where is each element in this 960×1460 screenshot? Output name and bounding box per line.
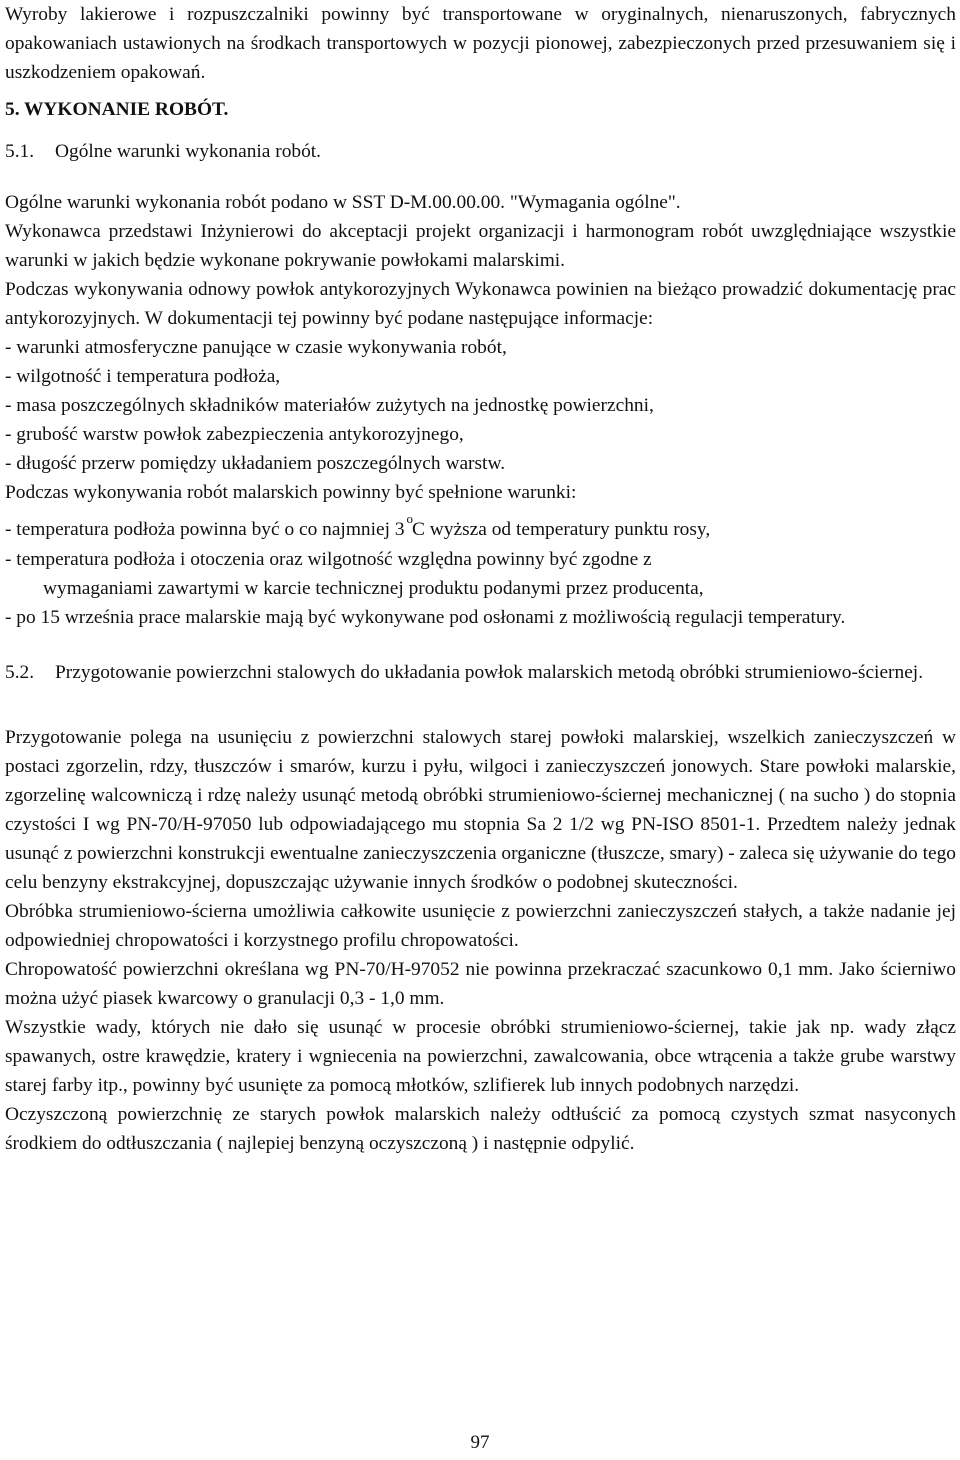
- contractor-paragraph: Wykonawca przedstawi Inżynierowi do akceptacji projekt organizacji i harmonogram robót uwzględniające wszystkie warunki w jakich będzie wykonane pokrywanie powłokami malarskimi.: [5, 221, 956, 271]
- painting-conditions-paragraph: Podczas wykonywania robót malarskich powinny być spełnione warunki:: [5, 482, 577, 503]
- condition-temperature-text: - temperatura podłoża powinna być o co najmniej 3: [5, 519, 405, 540]
- section-5-2-heading: [5, 658, 956, 687]
- list-item: - długość przerw pomiędzy układaniem poszczególnych warstw.: [5, 453, 506, 474]
- condition-humidity-line-2: wymaganiami zawartymi w karcie technicznej produktu podanymi przez producenta,: [43, 578, 704, 599]
- roughness-paragraph: Chropowatość powierzchni określana wg PN-70/H-97052 nie powinna przekraczać szacunkowo 0,1 mm. Jako ścierniwo można użyć piasek kwarcowy o granulacji 0,3 - 1,0 mm.: [5, 959, 956, 1009]
- section-5-2-title: Przygotowanie powierzchni stalowych do układania powłok malarskich metodą obróbki strumieniowo-ściernej.: [55, 662, 924, 683]
- condition-temperature: [5, 511, 956, 545]
- list-item: - wilgotność i temperatura podłoża,: [5, 366, 281, 387]
- section-5-1-number: 5.1.: [5, 141, 35, 162]
- section-5-1-heading: [5, 137, 956, 166]
- list-item: - warunki atmosferyczne panujące w czasie wykonywania robót,: [5, 337, 507, 358]
- blasting-paragraph: Obróbka strumieniowo-ścierna umożliwia całkowite usunięcie z powierzchni zanieczyszczeń stałych, a także nadanie jej odpowiedniej chropowatości i korzystnego profilu chropowatości.: [5, 901, 956, 951]
- section-5-1-title: Ogólne warunki wykonania robót.: [55, 141, 322, 162]
- documentation-paragraph: Podczas wykonywania odnowy powłok antykorozyjnych Wykonawca powinien na bieżąco prowadzić dokumentację prac antykorozyjnych. W dokumentacji tej powinny być podane następujące informacje:: [5, 279, 956, 329]
- condition-september: - po 15 września prace malarskie mają być wykonywane pod osłonami z możliwością regulacji temperatury.: [5, 607, 846, 628]
- degree-superscript: o: [406, 511, 414, 526]
- degreasing-paragraph: Oczyszczoną powierzchnię ze starych powłok malarskich należy odtłuścić za pomocą czystych szmat nasyconych środkiem do odtłuszczania ( najlepiej benzyną oczyszczoną ) i następnie odpylić.: [5, 1104, 956, 1154]
- list-item: - masa poszczególnych składników materiałów zużytych na jednostkę powierzchni,: [5, 395, 654, 416]
- defects-paragraph: Wszystkie wady, których nie dało się usunąć w procesie obróbki strumieniowo-ściernej, takie jak np. wady złącz spawanych, ostre krawędzie, kratery i wgniecenia na powierzchni, zawalcowania, obce wtrącenia a także grube warstwy starej farby itp., powinny być usunięte za pomocą młotków, szlifierek lub innych podobnych narzędzi.: [5, 1017, 956, 1096]
- list-item: - grubość warstw powłok zabezpieczenia antykorozyjnego,: [5, 424, 464, 445]
- section-5-2-number: 5.2.: [5, 662, 35, 683]
- general-conditions-paragraph: Ogólne warunki wykonania robót podano w SST D-M.00.00.00. "Wymagania ogólne".: [5, 192, 681, 213]
- page-number: 97: [470, 1432, 490, 1453]
- intro-paragraph: Wyroby lakierowe i rozpuszczalniki powinny być transportowane w oryginalnych, nienaruszonych, fabrycznych opakowaniach ustawionych na środkach transportowych w pozycji pionowej, zabezpieczonych przed przesuwaniem się i uszkodzeniem opakowań.: [5, 4, 956, 83]
- preparation-paragraph: Przygotowanie polega na usunięciu z powierzchni stalowych starej powłoki malarskiej, wszelkich zanieczyszczeń w postaci zgorzelin, rdzy, tłuszczów i smarów, kurzu i pyłu, wilgoci i zanieczyszczeń jonowych. Stare powłoki malarskie, zgorzelinę walcowniczą i rdzę należy usunąć metodą obróbki strumieniowo-ściernej mechanicznej ( na sucho ) do stopnia czystości I wg PN-70/H-97050 lub odpowiadającego mu stopnia Sa 2 1/2 wg PN-ISO 8501-1. Przedtem należy jednak usunąć z powierzchni konstrukcji ewentualne zanieczyszczenia organiczne (tłuszcze, smary) - zaleca się używanie do tego celu benzyny ekstrakcyjnej, dopuszczając używanie innych środków o podobnej skuteczności.: [5, 727, 956, 893]
- documentation-list: [5, 333, 956, 478]
- section-5-heading: 5. WYKONANIE ROBÓT.: [5, 99, 229, 120]
- condition-temperature-text-end: C wyższa od temperatury punktu rosy,: [412, 519, 711, 540]
- condition-humidity: [5, 545, 956, 603]
- condition-humidity-line: - temperatura podłoża i otoczenia oraz wilgotność względna powinny być zgodne z: [5, 549, 652, 570]
